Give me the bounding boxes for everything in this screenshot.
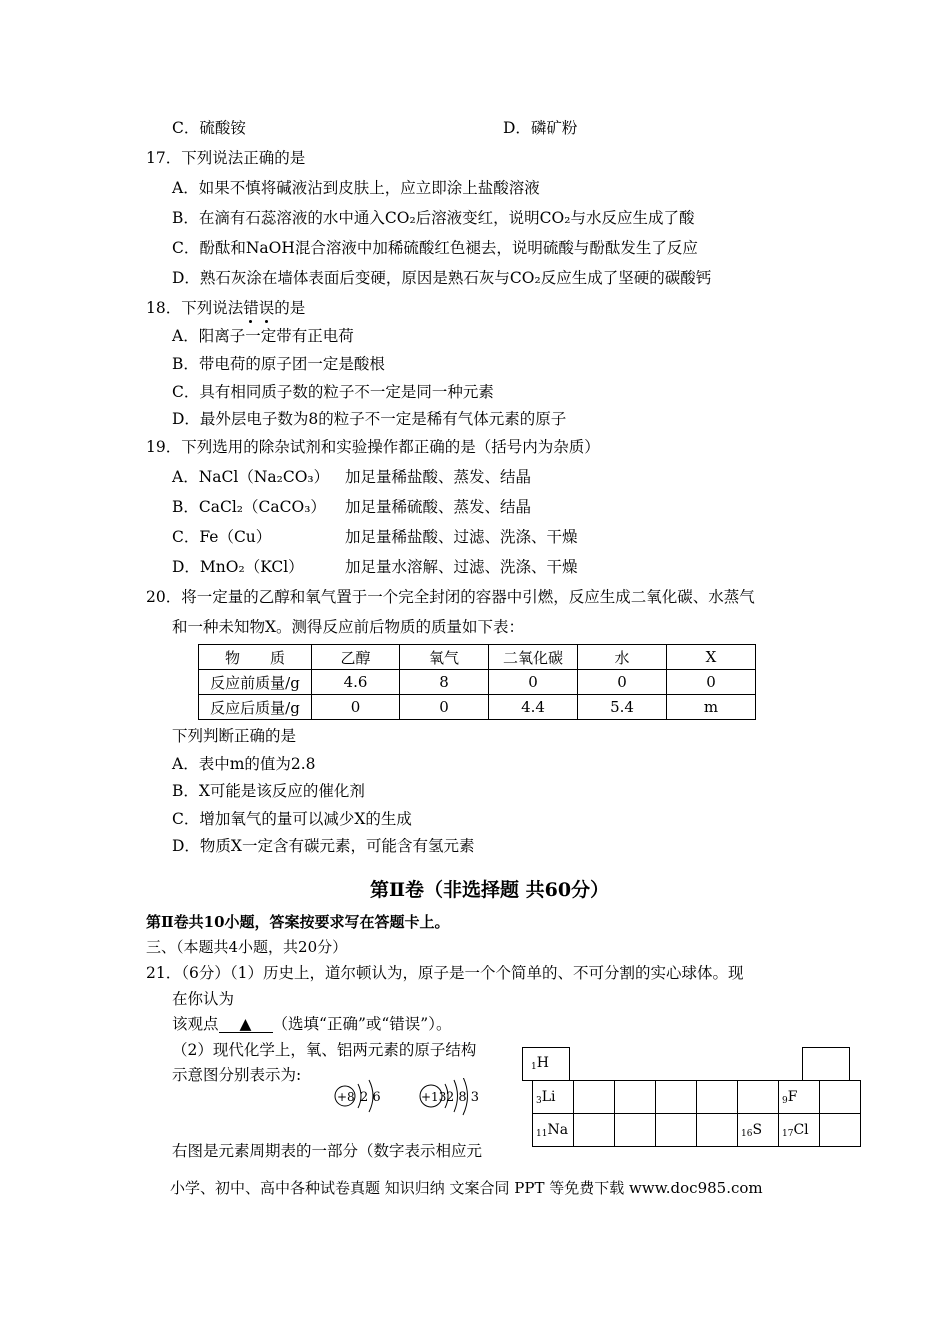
table-cell: m	[667, 695, 756, 720]
mass-table-header-row	[199, 645, 756, 670]
oxygen-shells: 2 6	[360, 1090, 381, 1105]
periodic-cell	[820, 1081, 861, 1114]
periodic-cell-na	[533, 1114, 574, 1147]
atom-structure-diagrams	[328, 1078, 488, 1126]
periodic-cell	[615, 1114, 656, 1147]
table-header: 二氧化碳	[489, 645, 578, 670]
q18-option-a: A．阳离子一定带有正电荷	[172, 327, 354, 345]
q21-line4: （2）现代化学上，氧、铝两元素的原子结构	[172, 1041, 477, 1059]
q19-option-d-method: 加足量水溶解、过滤、洗涤、干燥	[345, 558, 578, 576]
q20-option-d: D．物质X一定含有碳元素，可能含有氢元素	[172, 837, 475, 855]
table-cell: 0	[578, 670, 667, 695]
table-row	[533, 1114, 861, 1147]
table-cell: 0	[312, 695, 400, 720]
q19-option-b-label: B．CaCl₂（CaCO₃）	[172, 498, 326, 516]
atomic-number: 3	[536, 1095, 542, 1106]
q19-stem: 19．下列选用的除杂试剂和实验操作都正确的是（括号内为杂质）	[146, 438, 600, 456]
element-symbol: Na	[547, 1121, 569, 1138]
periodic-cell-f	[779, 1081, 820, 1114]
atomic-number: 9	[782, 1095, 788, 1106]
q16-option-d: D．磷矿粉	[503, 119, 578, 137]
element-symbol: F	[787, 1088, 798, 1105]
q18-emphasis-1: 错	[243, 299, 259, 317]
periodic-cell	[697, 1114, 738, 1147]
atomic-number: 1	[531, 1062, 537, 1072]
q18-stem-suffix: 的是	[274, 299, 306, 317]
q19-option-a-label: A．NaCl（Na₂CO₃）	[172, 468, 330, 486]
q21-line6: 右图是元素周期表的一部分（数字表示相应元	[172, 1142, 483, 1160]
table-header: 物 质	[199, 645, 312, 670]
q19-option-c-method: 加足量稀盐酸、过滤、洗涤、干燥	[345, 528, 578, 546]
q21-line2: 在你认为	[172, 990, 235, 1008]
table-cell: 0	[667, 670, 756, 695]
q21-line3-post: （选填“正确”或“错误”）。	[272, 1015, 452, 1033]
section-heading: 三、（本题共4小题，共20分）	[146, 938, 348, 956]
q18-stem-prefix: 18．下列说法	[146, 299, 244, 317]
q21-line3-pre: 该观点	[172, 1015, 219, 1033]
periodic-cell	[656, 1081, 697, 1114]
table-cell: 0	[400, 695, 489, 720]
periodic-cell-h	[522, 1047, 570, 1081]
table-header: X	[667, 645, 756, 670]
q17-option-c: C．酚酞和NaOH混合溶液中加稀硫酸红色褪去，说明硫酸与酚酞发生了反应	[172, 239, 698, 257]
table-header: 氧气	[400, 645, 489, 670]
q16-option-c: C．硫酸铵	[172, 119, 246, 137]
part2-note: 第Ⅱ卷共10小题，答案按要求写在答题卡上。	[146, 913, 450, 931]
periodic-cell	[738, 1081, 779, 1114]
part2-title: 第Ⅱ卷（非选择题 共60分）	[370, 879, 610, 901]
oxygen-nucleus: +8	[337, 1090, 355, 1104]
q17-stem: 17．下列说法正确的是	[146, 149, 306, 167]
q17-option-b: B．在滴有石蕊溶液的水中通入CO₂后溶液变红，说明CO₂与水反应生成了酸	[172, 209, 695, 227]
q18-option-d: D．最外层电子数为8的粒子不一定是稀有气体元素的原子	[172, 410, 567, 428]
q19-option-b-method: 加足量稀硫酸、蒸发、结晶	[345, 498, 532, 516]
q21-line5: 示意图分别表示为:	[172, 1066, 302, 1084]
element-symbol: Li	[541, 1088, 556, 1105]
table-row	[533, 1081, 861, 1114]
element-symbol: Cl	[793, 1121, 809, 1138]
q20-option-a: A．表中m的值为2.8	[172, 755, 316, 773]
periodic-cell-li	[533, 1081, 574, 1114]
q20-option-b: B．X可能是该反应的催化剂	[172, 782, 365, 800]
periodic-cell	[697, 1081, 738, 1114]
table-cell: 8	[400, 670, 489, 695]
element-symbol: H	[536, 1055, 549, 1071]
aluminum-atom-diagram	[420, 1078, 479, 1115]
q17-option-a: A．如果不慎将碱液沾到皮肤上，应立即涂上盐酸溶液	[172, 179, 540, 197]
atomic-number: 11	[536, 1128, 548, 1139]
table-cell: 反应前质量/g	[199, 670, 312, 695]
table-header: 乙醇	[312, 645, 400, 670]
periodic-cell-s	[738, 1114, 779, 1147]
table-header: 水	[578, 645, 667, 670]
table-cell: 4.4	[489, 695, 578, 720]
periodic-cell	[574, 1081, 615, 1114]
table-cell: 0	[489, 670, 578, 695]
q20-stem-line1: 20．将一定量的乙醇和氧气置于一个完全封闭的容器中引燃，反应生成二氧化碳、水蒸气	[146, 588, 755, 606]
page-footer: 小学、初中、高中各种试卷真题 知识归纳 文案合同 PPT 等免费下载 www.doc985.com	[170, 1179, 763, 1197]
table-row	[199, 695, 756, 720]
periodic-table	[532, 1080, 861, 1147]
table-cell: 反应后质量/g	[199, 695, 312, 720]
periodic-cell-cl	[779, 1114, 820, 1147]
q18-option-c: C．具有相同质子数的粒子不一定是同一种元素	[172, 383, 494, 401]
atomic-number: 16	[741, 1128, 753, 1139]
answer-blank[interactable]: ▲	[219, 1016, 273, 1033]
q18-emphasis-2: 误	[258, 299, 275, 317]
atomic-number: 17	[782, 1128, 794, 1139]
periodic-cell	[656, 1114, 697, 1147]
periodic-cell-group18	[802, 1047, 850, 1081]
periodic-cell	[820, 1114, 861, 1147]
mass-table	[198, 644, 756, 720]
table-row	[199, 670, 756, 695]
q17-option-d: D．熟石灰涂在墙体表面后变硬，原因是熟石灰与CO₂反应生成了坚硬的碳酸钙	[172, 269, 712, 287]
q19-option-c-label: C．Fe（Cu）	[172, 528, 272, 546]
q21-line1: 21．（6分）（1）历史上，道尔顿认为，原子是一个个简单的、不可分割的实心球体。现	[146, 964, 744, 982]
q20-judge: 下列判断正确的是	[172, 727, 297, 745]
table-cell: 4.6	[312, 670, 400, 695]
periodic-cell	[574, 1114, 615, 1147]
periodic-cell	[615, 1081, 656, 1114]
aluminum-nucleus: +13	[421, 1090, 447, 1104]
q18-option-b: B．带电荷的原子团一定是酸根	[172, 355, 385, 373]
element-symbol: S	[752, 1121, 763, 1138]
oxygen-atom-diagram	[335, 1080, 381, 1112]
table-cell: 5.4	[578, 695, 667, 720]
q20-stem-line2: 和一种未知物X。测得反应前后物质的质量如下表：	[172, 618, 525, 636]
q20-option-c: C．增加氧气的量可以减少X的生成	[172, 810, 412, 828]
q18-stem	[146, 298, 305, 318]
aluminum-shells: 2 8 3	[446, 1090, 480, 1105]
q19-option-a-method: 加足量稀盐酸、蒸发、结晶	[345, 468, 532, 486]
q21-line3	[172, 1014, 451, 1034]
q19-option-d-label: D．MnO₂（KCl）	[172, 558, 304, 576]
